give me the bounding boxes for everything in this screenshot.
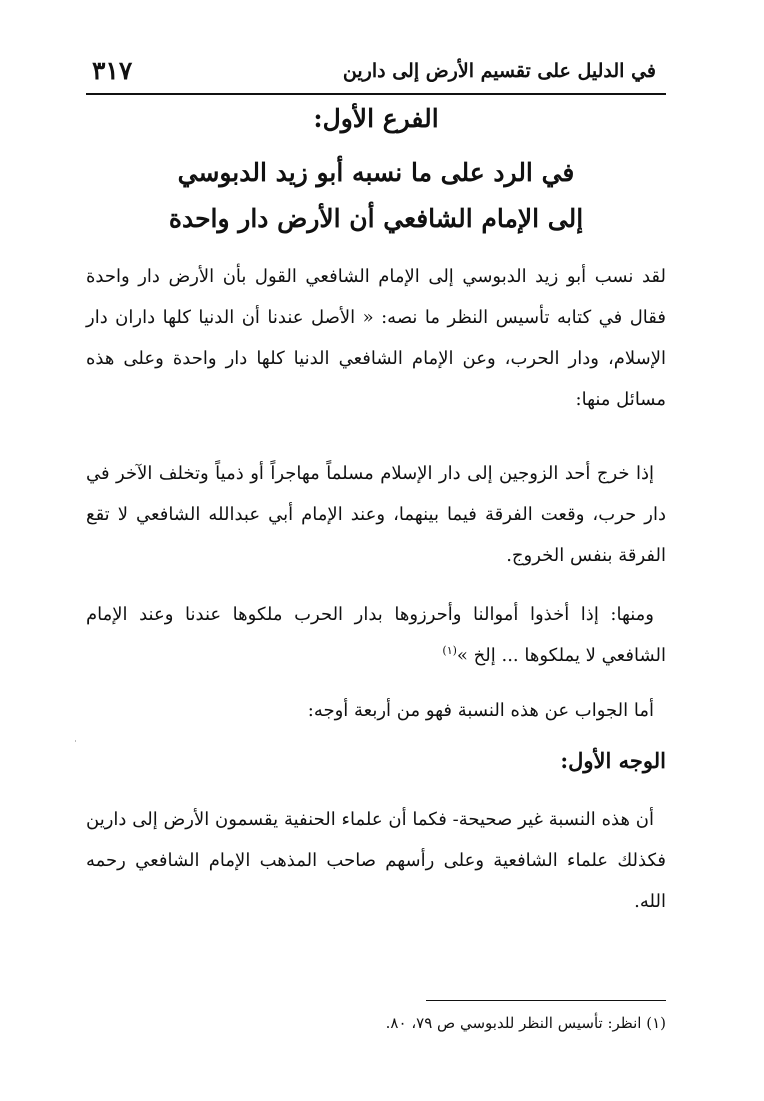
header-rule bbox=[86, 93, 666, 95]
page-number: ٣١٧ bbox=[92, 56, 133, 85]
footnote-reference[interactable]: (١) bbox=[442, 644, 457, 657]
section-title-line-2: إلى الإمام الشافعي أن الأرض دار واحدة bbox=[168, 204, 584, 233]
footnote-separator bbox=[426, 1000, 666, 1001]
paragraph-2-text: إذا خرج أحد الزوجين إلى دار الإسلام مسلماً مهاجراً أو ذمياً وتخلف الآخر في دار حرب، وقعت الفرقة فيما بينهما، وعند الإمام أبي عبدالله الشافعي لا تقع الفرقة بنفس الخروج. bbox=[86, 463, 666, 566]
paragraph-4 bbox=[86, 690, 666, 731]
footnote: (١) انظر: تأسيس النظر للدبوسي ص ٧٩، ٨٠. bbox=[385, 1014, 666, 1032]
running-title: في الدليل على تقسيم الأرض إلى دارين bbox=[342, 60, 656, 82]
scan-speck bbox=[75, 740, 76, 742]
paragraph-5-text: أن هذه النسبة غير صحيحة- فكما أن علماء الحنفية يقسمون الأرض إلى دارين فكذلك علماء الشافعية وعلى رأسهم صاحب المذهب الإمام الشافعي رحمه الله. bbox=[86, 809, 666, 912]
paragraph-3-body: ومنها: إذا أخذوا أموالنا وأحرزوها بدار الحرب ملكوها عندنا وعند الإمام الشافعي لا يملكوها ... إلخ » bbox=[86, 604, 666, 666]
paragraph-4-text: أما الجواب عن هذه النسبة فهو من أربعة أوجه: bbox=[307, 700, 654, 721]
paragraph-2 bbox=[86, 453, 666, 576]
paragraph-1-text: لقد نسب أبو زيد الدبوسي إلى الإمام الشافعي القول بأن الأرض دار واحدة فقال في كتابه تأسيس النظر ما نصه: « الأصل عندنا أن الدنيا كلها داران دار الإسلام، ودار الحرب، وعن الإمام الشافعي الدنيا كلها دار واحدة وعلى هذه مسائل منها: bbox=[86, 266, 666, 410]
section-title-line-1: في الرد على ما نسبه أبو زيد الدبوسي bbox=[177, 158, 575, 187]
paragraph-1 bbox=[86, 256, 666, 420]
branch-heading: الفرع الأول: bbox=[313, 104, 439, 133]
paragraph-3-text bbox=[86, 594, 666, 676]
paragraph-3 bbox=[86, 594, 666, 676]
first-aspect-heading: الوجه الأول: bbox=[560, 748, 666, 773]
page-header bbox=[86, 58, 666, 92]
paragraph-5 bbox=[86, 799, 666, 922]
